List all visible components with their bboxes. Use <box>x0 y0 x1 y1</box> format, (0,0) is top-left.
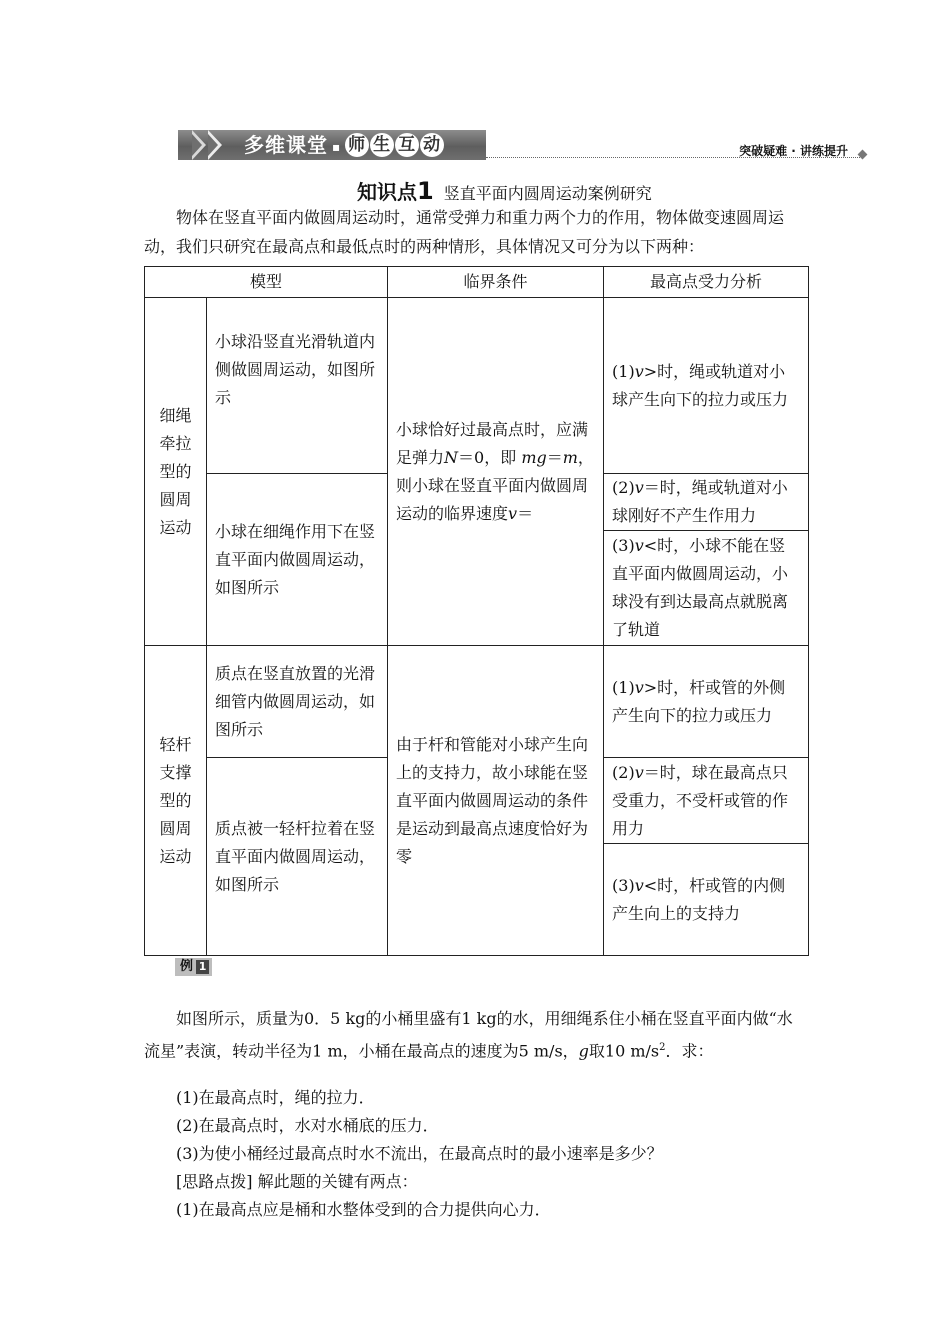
model-string: 小球在细绳作用下在竖直平面内做圆周运动，如图所示 <box>207 474 388 646</box>
intro-paragraph: 物体在竖直平面内做圆周运动时，通常受弹力和重力两个力的作用，物体做变速圆周运动，我们只研究在最高点和最低点时的两种情形，具体情况又可分为以下两种： <box>144 208 785 256</box>
header-model: 模型 <box>145 267 388 298</box>
question-2: (2)在最高点时，水对水桶底的压力． <box>176 1116 439 1135</box>
condition-rope: 小球恰好过最高点时，应满足弹力N＝0，即 mg＝m，则小球在竖直平面内做圆周运动的临界速度v＝ <box>388 298 604 646</box>
condition-rod: 由于杆和管能对小球产生向上的支持力，故小球能在竖直平面内做圆周运动的条件是运动到最高点速度恰好为零 <box>388 646 604 956</box>
header-condition: 临界条件 <box>388 267 604 298</box>
section-heading: 知识点1 竖直平面内圆周运动案例研究 <box>357 177 652 205</box>
question-3: (3)为使小桶经过最高点时水不流出，在最高点时的最小速率是多少？ <box>176 1144 663 1163</box>
analysis-rope-3: (3)v<时，小球不能在竖直平面内做圆周运动，小球没有到达最高点就脱离了轨道 <box>604 531 809 646</box>
hint-point-1: (1)在最高点应是桶和水整体受到的合力提供向心力． <box>176 1200 551 1219</box>
model-table <box>144 266 809 956</box>
category-rod: 轻杆支撑型的圆周运动 <box>145 646 207 956</box>
analysis-rope-2: (2)v＝时，绳或轨道对小球刚好不产生作用力 <box>604 474 809 531</box>
hint-heading: [思路点拨] 解此题的关键有两点： <box>176 1172 418 1191</box>
banner-title: 多维课堂 ▪ 师 生 互 动 <box>244 132 445 158</box>
analysis-rod-1: (1)v>时，杆或管的外侧产生向下的拉力或压力 <box>604 646 809 758</box>
banner-subtitle: 突破疑难 · 讲练提升 <box>739 144 848 158</box>
example-problem: 如图所示，质量为0．5 kg的小桶里盛有1 kg的水，用细绳系住小桶在竖直平面内做“水流星”表演，转动半径为1 m，小桶在最高点的速度为5 m/s，g取10 $m/s^2$．求： <box>144 1009 793 1061</box>
model-track: 小球沿竖直光滑轨道内侧做圆周运动，如图所示 <box>207 298 388 474</box>
example-badge: 例 1 <box>175 958 212 976</box>
analysis-rod-2: (2)v＝时，球在最高点只受重力，不受杆或管的作用力 <box>604 758 809 844</box>
model-rod: 质点被一轻杆拉着在竖直平面内做圆周运动，如图所示 <box>207 758 388 956</box>
section-banner <box>178 130 870 162</box>
question-1: (1)在最高点时，绳的拉力． <box>176 1088 375 1107</box>
analysis-rod-3: (3)v<时，杆或管的内侧产生向上的支持力 <box>604 844 809 956</box>
model-tube: 质点在竖直放置的光滑细管内做圆周运动，如图所示 <box>207 646 388 758</box>
header-analysis: 最高点受力分析 <box>604 267 809 298</box>
banner-bar <box>178 130 486 160</box>
category-rope: 细绳牵拉型的圆周运动 <box>145 298 207 646</box>
analysis-rope-1: (1)v>时，绳或轨道对小球产生向下的拉力或压力 <box>604 298 809 474</box>
